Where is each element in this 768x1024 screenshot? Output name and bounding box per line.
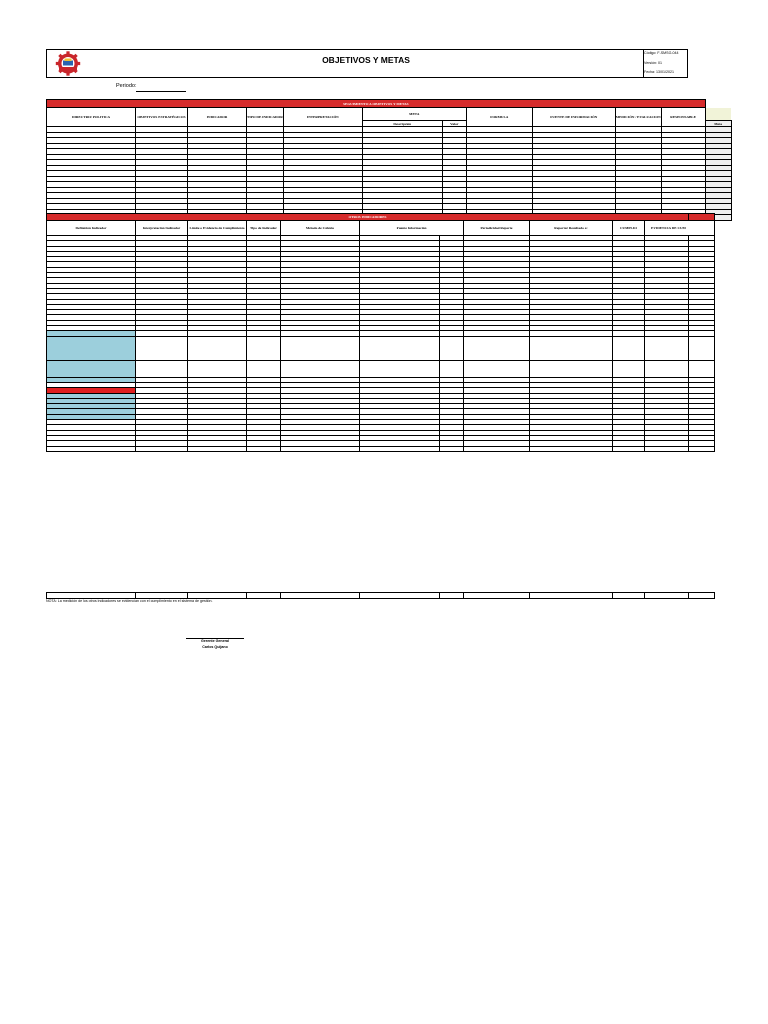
col-limite: Límite o Evidencia de Cumplimiento xyxy=(188,221,247,236)
col-interpretacion-indicador: Interpretación Indicador xyxy=(136,221,188,236)
table-cell[interactable] xyxy=(464,360,530,377)
col-indicador: INDICADOR xyxy=(188,108,247,127)
table-cell[interactable] xyxy=(613,336,645,360)
col-cumplio: CUMPLIO xyxy=(613,221,645,236)
col-formula: FORMULA xyxy=(466,108,532,127)
table-cell[interactable] xyxy=(440,446,464,451)
extra-header-cell xyxy=(705,108,731,121)
table-row xyxy=(47,360,715,377)
col-metodo: Método de Cálculo xyxy=(281,221,360,236)
table-cell[interactable] xyxy=(281,446,360,451)
period-label: Periodo: xyxy=(116,83,137,89)
table-cell[interactable] xyxy=(247,446,281,451)
table-cell[interactable] xyxy=(360,336,440,360)
table-cell[interactable] xyxy=(645,360,689,377)
col-fuente: FUENTE DE INFORMACIÓN xyxy=(532,108,615,127)
table-row xyxy=(47,593,715,599)
table-cell[interactable] xyxy=(247,336,281,360)
table-cell[interactable] xyxy=(440,336,464,360)
footer-row-table xyxy=(46,592,715,599)
table-row xyxy=(47,336,715,360)
table-cell[interactable] xyxy=(136,336,188,360)
table-cell[interactable] xyxy=(47,446,136,451)
company-logo-icon xyxy=(47,50,89,77)
col-reportar: Reportar Resultado a: xyxy=(530,221,613,236)
col-interpretacion: INTERPRETACIÓN xyxy=(283,108,362,127)
col-meta: META xyxy=(362,108,466,121)
document-date: Fecha: 13/01/2021 xyxy=(644,70,674,74)
table-cell[interactable] xyxy=(464,593,530,599)
col-evidencia: EVIDENCIA DE CUM xyxy=(645,221,715,236)
table-cell[interactable] xyxy=(689,360,715,377)
col-responsable: RESPONSABLE xyxy=(661,108,705,127)
table-cell[interactable] xyxy=(689,446,715,451)
footnote: NOTA: La medición de los otros indicadores se evidencian con el cumplimiento en el sistema de gestión. xyxy=(46,599,213,603)
table-cell[interactable] xyxy=(136,360,188,377)
table-cell[interactable] xyxy=(645,446,689,451)
table-cell[interactable] xyxy=(440,360,464,377)
table-cell[interactable] xyxy=(530,360,613,377)
table-cell[interactable] xyxy=(360,360,440,377)
table-cell[interactable] xyxy=(247,360,281,377)
document-title: OBJETIVOS Y METAS xyxy=(322,55,410,65)
table-cell[interactable] xyxy=(47,336,136,360)
document-version: Versión: 01 xyxy=(644,61,662,65)
table-cell[interactable] xyxy=(645,593,689,599)
table-cell[interactable] xyxy=(613,360,645,377)
col-fuente-informacion: Fuente Información xyxy=(360,221,464,236)
objectives-table xyxy=(46,99,732,221)
col-tipo: TIPO DE INDICADOR xyxy=(247,108,284,127)
col-meta-extra: Meta xyxy=(705,121,731,127)
table-cell[interactable] xyxy=(530,336,613,360)
table-cell[interactable] xyxy=(464,336,530,360)
table-cell[interactable] xyxy=(530,593,613,599)
table-cell[interactable] xyxy=(613,446,645,451)
banner-gap xyxy=(705,100,731,108)
table-cell[interactable] xyxy=(440,593,464,599)
table-cell[interactable] xyxy=(645,336,689,360)
table-cell[interactable] xyxy=(689,593,715,599)
col-objetivos: OBJETIVOS ESTRATÉGICOS xyxy=(136,108,188,127)
table-cell[interactable] xyxy=(188,446,247,451)
other-indicators-table xyxy=(46,213,715,452)
objectives-header-row xyxy=(47,108,732,121)
objectives-banner: SEGUIMIENTO A OBJETIVOS Y METAS xyxy=(47,100,706,108)
col-meta-valor: Valor xyxy=(442,121,466,127)
document-code: Código: F-SMSG-044 xyxy=(644,51,679,55)
table-cell[interactable] xyxy=(136,446,188,451)
table-cell[interactable] xyxy=(281,360,360,377)
table-cell[interactable] xyxy=(689,336,715,360)
other-indicators-banner: OTROS INDICADORES xyxy=(47,214,689,221)
banner-extension xyxy=(689,214,715,221)
table-cell[interactable] xyxy=(360,593,440,599)
signature-name: Carlos Quijano xyxy=(202,645,228,649)
other-indicators-header-row xyxy=(47,221,715,236)
table-cell[interactable] xyxy=(47,593,136,599)
table-cell[interactable] xyxy=(188,593,247,599)
col-definicion: Definición Indicador xyxy=(47,221,136,236)
table-row xyxy=(47,446,715,451)
table-cell[interactable] xyxy=(47,360,136,377)
table-cell[interactable] xyxy=(613,593,645,599)
table-cell[interactable] xyxy=(464,446,530,451)
col-meta-descripcion: Descripción xyxy=(362,121,442,127)
col-tipo-indicador: Tipo de Indicador xyxy=(247,221,281,236)
table-cell[interactable] xyxy=(247,593,281,599)
table-cell[interactable] xyxy=(188,336,247,360)
table-cell[interactable] xyxy=(530,446,613,451)
table-cell[interactable] xyxy=(281,336,360,360)
table-cell[interactable] xyxy=(281,593,360,599)
period-field[interactable] xyxy=(136,91,186,92)
col-directriz: DIRECTRIZ POLITICA xyxy=(47,108,136,127)
table-cell[interactable] xyxy=(136,593,188,599)
col-periodicidad: Periodicidad Reporte xyxy=(464,221,530,236)
table-cell[interactable] xyxy=(188,360,247,377)
col-medicion: MEDICIÓN / EVALUACION xyxy=(615,108,661,127)
table-cell[interactable] xyxy=(360,446,440,451)
signature-role: Gerente General xyxy=(201,639,229,643)
